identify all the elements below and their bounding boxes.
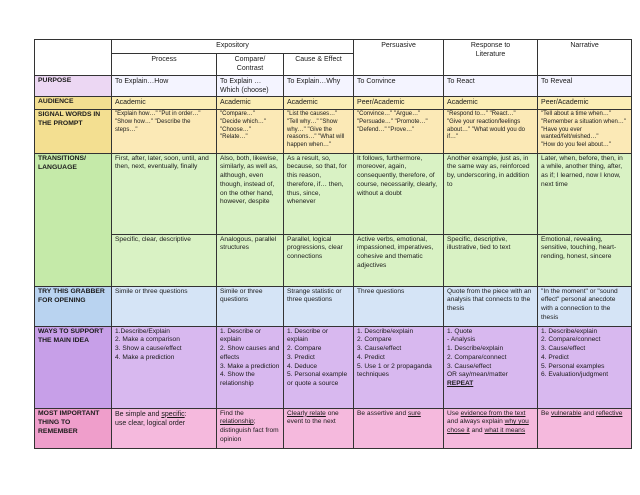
cell: To Convince [354,76,444,97]
cell: Quote from the piece with an analysis that connects to the thesis [444,286,538,326]
text: evidence from the text [460,409,526,417]
text: : use clear, logical order [115,410,187,427]
text: what it means [484,427,526,435]
cell [444,326,538,408]
repeat-label: REPEAT [447,379,474,387]
row-ways [35,326,632,408]
header-cause: Cause & Effect [284,54,354,76]
row-transitions [35,153,632,234]
cell: Strange statistic or three questions [284,286,354,326]
cell: Academic [217,97,284,109]
cell: "In the moment" or "sound effect" personal anecdote with a connection to the thesis [538,286,632,326]
text: reflective [596,409,623,417]
row-label: TRANSITIONS/ LANGUAGE [35,153,112,286]
cell: 1. Describe/explain 2. Compare/connect 3. Cause/effect 4. Predict 5. Personal examples 6. Evaluation/judgment [538,326,632,408]
row-purpose [35,76,632,97]
cell: "Explain how…" "Put in order…" "Show how…" "Describe the steps…" [112,109,217,153]
cell [217,408,284,448]
cell [444,408,538,448]
cell: To React [444,76,538,97]
cell [538,408,632,448]
header-process: Process [112,54,217,76]
header-compare: Compare/ Contrast [217,54,284,76]
header-expository: Expository [112,40,354,54]
text: Find the [220,409,244,417]
cell: "Tell about a time when…" "Remember a situation when…" "Have you ever wanted/felt/wished…" "How do you feel about…" [538,109,632,153]
cell: Also, both, likewise, similarly, as well as, although, even though, instead of, on the other hand, however, despite [217,153,284,234]
cell: First, after, later, soon, until, and then, next, eventually, finally [112,153,217,234]
cell: Emotional, revealing, sensitive, touching, heart-rending, honest, sincere [538,234,632,286]
cell: Peer/Academic [354,97,444,109]
cell: Academic [284,97,354,109]
header-response: Response to Literature [444,40,538,76]
text: Use [447,409,461,417]
cell [284,408,354,448]
cell: Parallel, logical progressions, clear connections [284,234,354,286]
corner-blank [35,40,112,76]
cell: Active verbs, emotional, impassioned, imperatives, cohesive and thematic adjectives [354,234,444,286]
cell: 1.Describe/Explain 2. Make a comparison 3. Show a cause/effect 4. Make a prediction [112,326,217,408]
cell: Simile or three questions [217,286,284,326]
row-label: MOST IMPORTANT THING TO REMEMBER [35,408,112,448]
text: one event to the next [287,409,339,426]
text: Be [541,409,551,417]
text: and [469,427,485,435]
text: ; distinguish fact from opinion [220,418,279,443]
cell: 1. Describe or explain 2. Compare 3. Predict 4. Deduce 5. Personal example or quote a source [284,326,354,408]
cell: Three questions [354,286,444,326]
header-narrative: Narrative [538,40,632,76]
cell: To Explain…How [112,76,217,97]
row-language [35,234,632,286]
cell: "List the causes…" "Tell why…" "Show why…" "Give the reasons…" "What will happen when…" [284,109,354,153]
row-grabber [35,286,632,326]
row-most-important [35,408,632,448]
cell: To Reveal [538,76,632,97]
cell: "Respond to…" "React…" "Give your reaction/feelings about…" "What would you do if…" [444,109,538,153]
row-audience [35,97,632,109]
text: relationship [220,418,254,426]
cell: Analogous, parallel structures [217,234,284,286]
writing-modes-chart [34,39,632,449]
row-label: AUDIENCE [35,97,112,109]
row-label: WAYS TO SUPPORT THE MAIN IDEA [35,326,112,408]
text: sure [407,409,421,417]
header-persuasive: Persuasive [354,40,444,76]
text: vulnerable [550,409,582,417]
row-label: PURPOSE [35,76,112,97]
cell: 1. Describe or explain 2. Show causes and effects 3. Make a prediction 4. Show the relationship [217,326,284,408]
text: specific [161,410,185,418]
cell: To Explain…Why [284,76,354,97]
cell: Another example, just as, in the same way as, reinforced by, underscoring, in addition to [444,153,538,234]
cell [112,408,217,448]
text: and always explain [447,418,505,426]
cell: Academic [112,97,217,109]
cell: 1. Describe/explain 2. Compare 3. Cause/effect 4. Predict 5. Use 1 or 2 propaganda techniques [354,326,444,408]
text: Be simple and [115,410,162,418]
cell: To Explain … Which (choose) [217,76,284,97]
cell [354,408,444,448]
cell: It follows, furthermore, moreover, again, consequently, therefore, of course, necessarily, clearly, without a doubt [354,153,444,234]
row-signal-words [35,109,632,153]
ways-text: 1. Quote - Analysis 1. Describe/explain 2. Compare/connect 3. Cause/effect OR say/mean/matter [447,327,508,379]
text: and [581,409,597,417]
cell: "Compare…" "Decide which…" "Choose…" "Relate…" [217,109,284,153]
text: Be assertive and [357,409,408,417]
row-label: TRY THIS GRABBER FOR OPENING [35,286,112,326]
cell: Peer/Academic [538,97,632,109]
cell: Simile or three questions [112,286,217,326]
cell: Specific, clear, descriptive [112,234,217,286]
cell: As a result, so, because, so that, for this reason, therefore, if… then, thus, since, whenever [284,153,354,234]
row-label: SIGNAL WORDS IN THE PROMPT [35,109,112,153]
cell: Academic [444,97,538,109]
text: why you chose it [447,418,529,435]
text: Clearly relate [287,409,326,417]
cell: Specific, descriptive, illustrative, tied to text [444,234,538,286]
cell: "Convince…" "Argue…" "Persuade…" "Promote…" "Defend…" "Prove…" [354,109,444,153]
cell: Later, when, before, then, in a while, another thing, after, as if; I learned, now I know, next time [538,153,632,234]
